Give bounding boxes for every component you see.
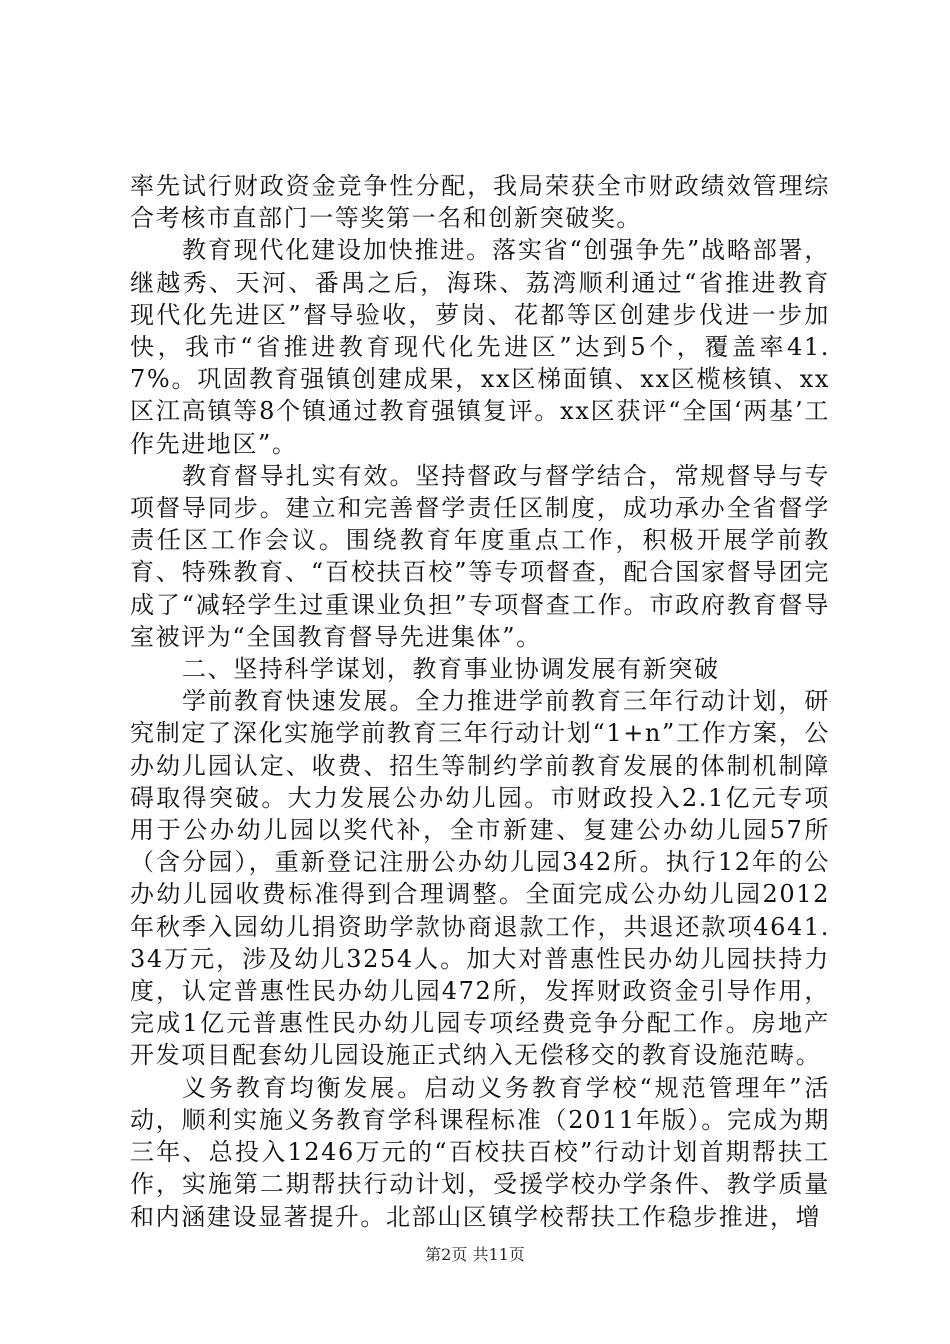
paragraph-preschool-education: 学前教育快速发展。全力推进学前教育三年行动计划，研究制定了深化实施学前教育三年行动计划“1+n”工作方案，公办幼儿园认定、收费、招生等制约学前教育发展的体制机制障碍取得突破。大力发展公办幼儿园。市财政投入2.1亿元专项用于公办幼儿园以奖代补，全市新建、复建公办幼儿园57所（含分园），重新登记注册公办幼儿园342所。执行12年的公办幼儿园收费标准得到合理调整。全面完成公办幼儿园2012年秋季入园幼儿捐资助学款协商退款工作，共退还款项4641.34万元，涉及幼儿3254人。加大对普惠性民办幼儿园扶持力度，认定普惠性民办幼儿园472所，发挥财政资金引导作用，完成1亿元普惠性民办幼儿园专项经费竞争分配工作。房地产开发项目配套幼儿园设施正式纳入无偿移交的教育设施范畴。 [130, 687, 830, 1070]
paragraph-fiscal-allocation: 率先试行财政资金竞争性分配，我局荣获全市财政绩效管理综合考核市直部门一等奖第一名和创新突破奖。 [130, 172, 830, 233]
document-body [130, 170, 830, 1233]
section-heading: 二、坚持科学谋划，教育事业协调发展有新突破 [182, 655, 720, 684]
page-footer: 第2页 共11页 [425, 1245, 525, 1264]
paragraph-education-supervision: 教育督导扎实有效。坚持督政与督学结合，常规督导与专项督导同步。建立和完善督学责任区制度，成功承办全省督学责任区工作会议。围绕教育年度重点工作，积极开展学前教育、特殊教育、“百校扶百校”等专项督查，配合国家督导团完成了“减轻学生过重课业负担”专项督查工作。市政府教育督导室被评为“全国教育督导先进集体”。 [130, 461, 830, 651]
paragraph-compulsory-education: 义务教育均衡发展。启动义务教育学校“规范管理年”活动，顺利实施义务教育学科课程标准（2011年版）。完成为期三年、总投入1246万元的“百校扶百校”行动计划首期帮扶工作，实施第二期帮扶行动计划，受援学校办学条件、教学质量和内涵建设显著提升。北部山区镇学校帮扶工作稳步推进，增 [130, 1073, 830, 1231]
paragraph-education-modernization: 教育现代化建设加快推进。落实省“创强争先”战略部署，继越秀、天河、番禺之后，海珠、荔湾顺利通过“省推进教育现代化先进区”督导验收，萝岗、花都等区创建步伐进一步加快，我市“省推进教育现代化先进区”达到5个，覆盖率41.7%。巩固教育强镇创建成果，xx区梯面镇、xx区榄核镇、xx区江高镇等8个镇通过教育强镇复评。xx区获评“全国‘两基’工作先进地区”。 [130, 236, 830, 458]
